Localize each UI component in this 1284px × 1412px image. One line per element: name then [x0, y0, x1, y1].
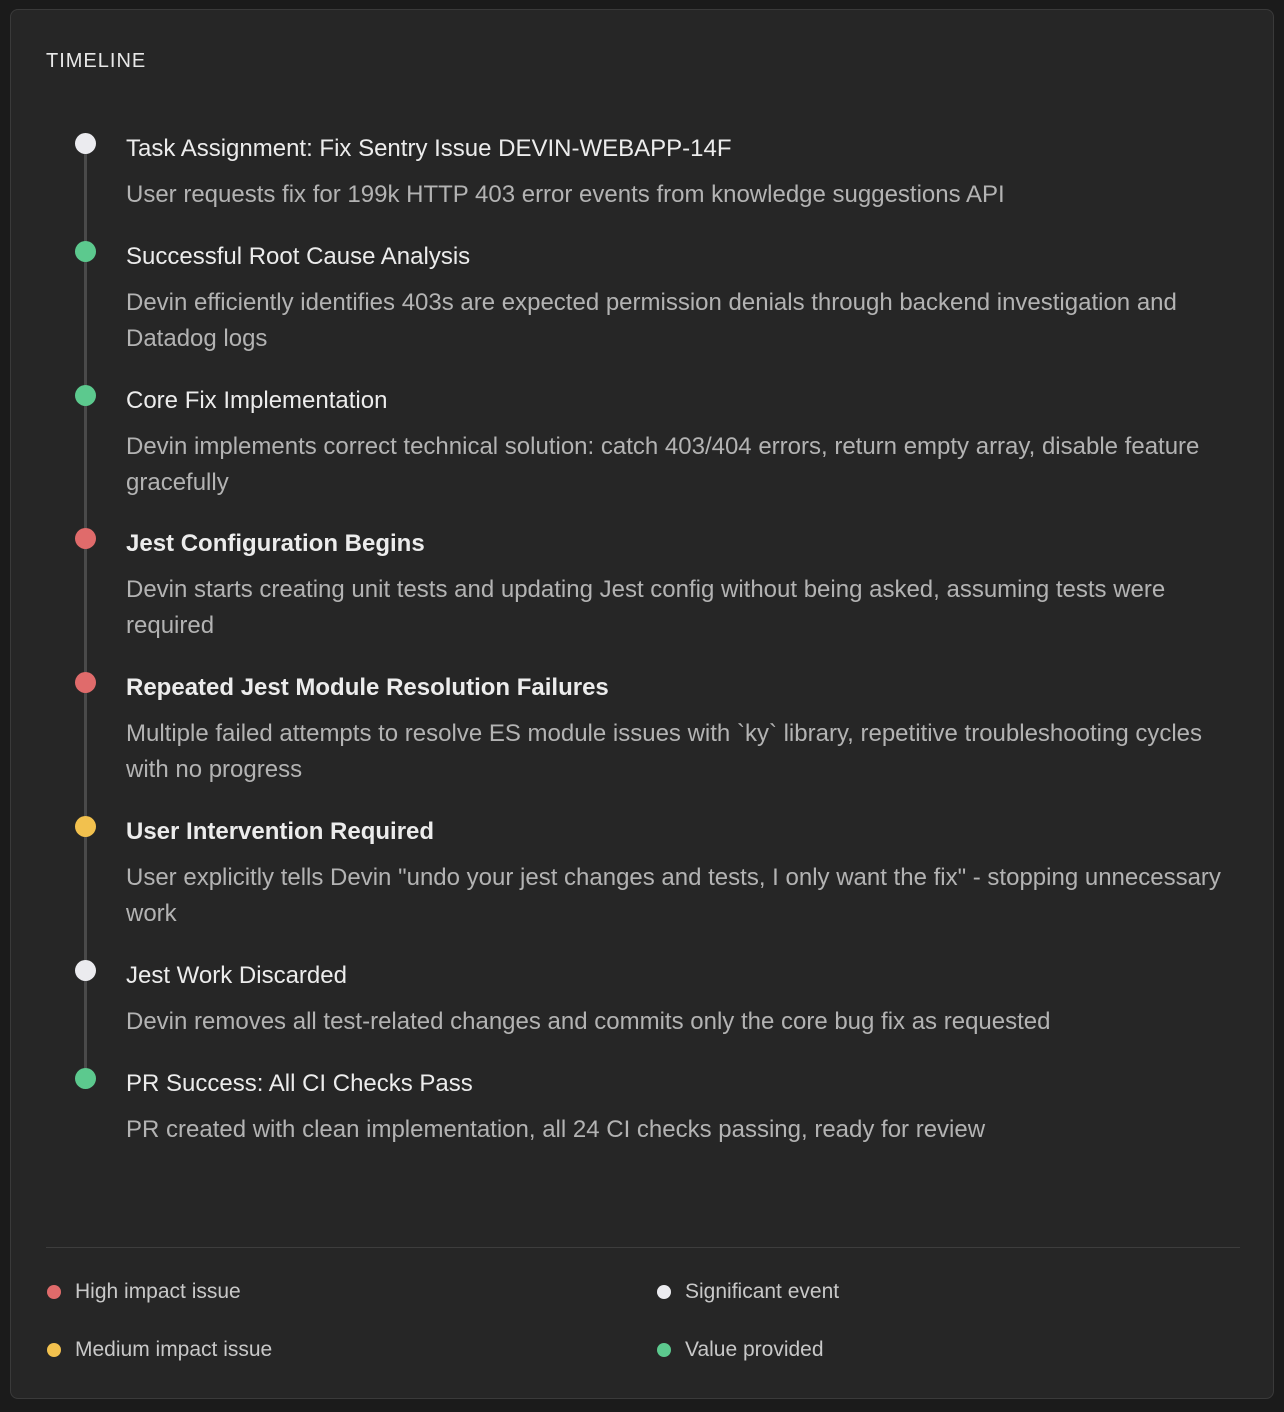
- event-description: User requests fix for 199k HTTP 403 error events from knowledge suggestions API: [126, 181, 1005, 208]
- event-description: Devin starts creating unit tests and updating Jest config without being asked, assuming tests were required: [126, 576, 1166, 639]
- event-title: Core Fix Implementation: [126, 387, 388, 414]
- event-description: User explicitly tells Devin "undo your jest changes and tests, I only want the fix" - stopping unnecessary work: [126, 864, 1221, 927]
- event-title: User Intervention Required: [126, 818, 435, 845]
- legend-significant-event: [657, 1280, 839, 1304]
- legend-medium-impact: [47, 1338, 272, 1362]
- medium-impact-legend-dot: [47, 1343, 61, 1357]
- timeline-card: [10, 9, 1274, 1399]
- legend-high-impact: [47, 1280, 241, 1304]
- significant-event-dot: [75, 133, 96, 154]
- event-title: Repeated Jest Module Resolution Failures: [126, 674, 609, 701]
- legend-label: Medium impact issue: [75, 1338, 273, 1361]
- legend-divider: [46, 1247, 1240, 1248]
- value-provided-dot: [75, 385, 96, 406]
- legend-label: Value provided: [685, 1338, 824, 1361]
- legend-label: Significant event: [685, 1280, 840, 1303]
- event-title: Task Assignment: Fix Sentry Issue DEVIN-WEBAPP-14F: [126, 135, 732, 162]
- event-description: Devin implements correct technical solution: catch 403/404 errors, return empty array, disable feature gracefully: [126, 433, 1200, 496]
- high-impact-dot: [75, 672, 96, 693]
- event-description: Devin removes all test-related changes and commits only the core bug fix as requested: [126, 1008, 1051, 1035]
- significant-event-legend-dot: [657, 1285, 671, 1299]
- legend-value-provided: [657, 1338, 824, 1362]
- section-title: TIMELINE: [46, 50, 147, 72]
- timeline-rail: [84, 142, 87, 1080]
- event-description: PR created with clean implementation, all 24 CI checks passing, ready for review: [126, 1116, 986, 1143]
- high-impact-dot: [75, 528, 96, 549]
- high-impact-legend-dot: [47, 1285, 61, 1299]
- event-description: Devin efficiently identifies 403s are expected permission denials through backend investigation and Datadog logs: [126, 289, 1177, 352]
- significant-event-dot: [75, 960, 96, 981]
- value-provided-dot: [75, 1068, 96, 1089]
- value-provided-dot: [75, 241, 96, 262]
- value-provided-legend-dot: [657, 1343, 671, 1357]
- event-title: Jest Work Discarded: [126, 962, 347, 989]
- event-title: Jest Configuration Begins: [126, 530, 425, 557]
- event-description: Multiple failed attempts to resolve ES module issues with `ky` library, repetitive troubleshooting cycles with no progress: [126, 720, 1203, 783]
- legend-label: High impact issue: [75, 1280, 241, 1303]
- event-title: PR Success: All CI Checks Pass: [126, 1070, 473, 1097]
- event-title: Successful Root Cause Analysis: [126, 243, 471, 270]
- medium-impact-dot: [75, 816, 96, 837]
